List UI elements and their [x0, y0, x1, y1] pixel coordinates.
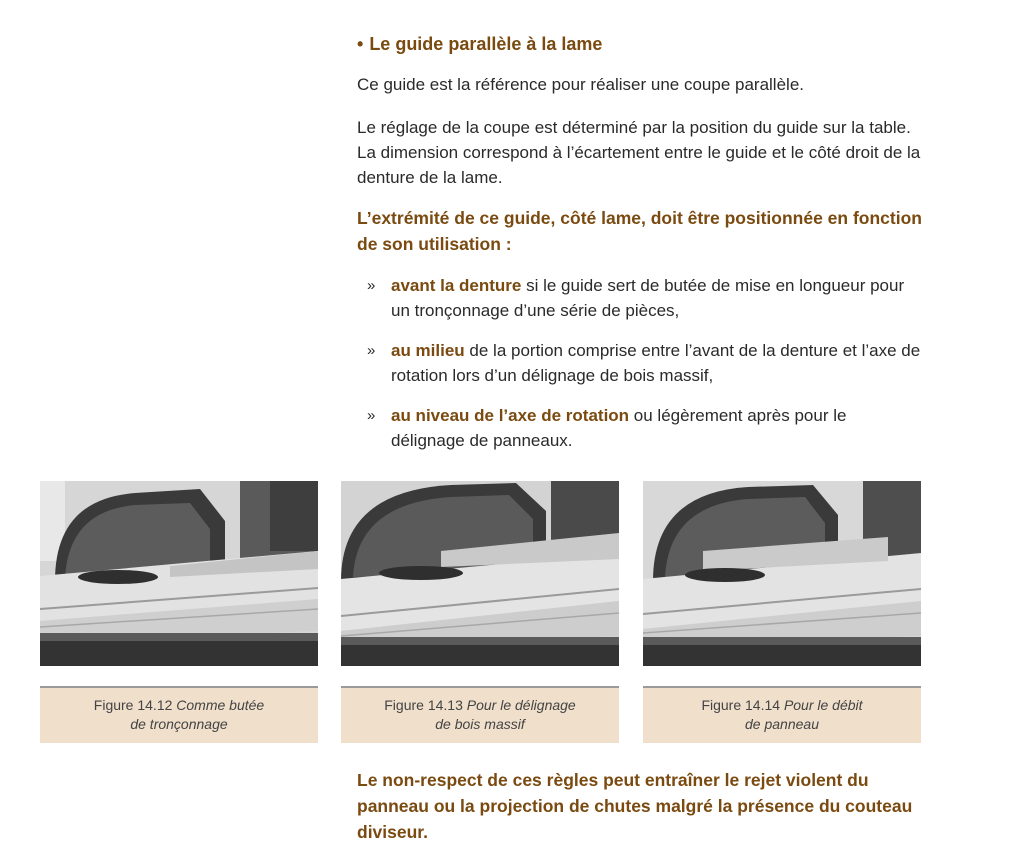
figure-caption [40, 686, 318, 743]
paragraph-intro: Ce guide est la référence pour réaliser une coupe parallèle. [357, 75, 804, 94]
figure-caption-line2: de tronçonnage [130, 716, 228, 732]
list-marker: » [367, 407, 376, 424]
table-saw-photo [40, 481, 318, 666]
list-marker: » [367, 277, 376, 294]
warning-paragraph: Le non-respect de ces règles peut entraîner le rejet violent du panneau ou la projection de chutes malgré la présence du couteau diviseur. [357, 770, 913, 842]
table-saw-photo [643, 481, 921, 666]
section-title: Le guide parallèle à la lame [369, 34, 603, 54]
list-text: de la portion comprise entre l’avant de la denture et l’axe de rotation lors d’un délignage de bois massif, [391, 341, 921, 385]
list-text: si le guide sert de butée de mise en longueur pour un tronçonnage d’une série de pièces, [391, 276, 905, 320]
list-term: au niveau de l’axe de rotation [391, 406, 630, 425]
emphasis-paragraph: L’extrémité de ce guide, côté lame, doit être positionnée en fonction de son utilisation : [357, 208, 922, 254]
text-column [357, 32, 927, 468]
figure-14-12 [40, 481, 318, 743]
figure-14-13 [341, 481, 619, 743]
list-term: au milieu [391, 341, 465, 360]
figure-caption-line2: de panneau [745, 716, 819, 732]
figure-label: Figure 14.12 [93, 697, 173, 713]
list-item [357, 338, 921, 388]
figure-row [40, 481, 922, 745]
list-text: ou légèrement après pour le délignage de panneaux. [391, 406, 847, 450]
list-marker: » [367, 342, 376, 359]
list-item [357, 273, 921, 323]
figure-label: Figure 14.14 [701, 697, 781, 713]
list-term: avant la denture [391, 276, 522, 295]
figure-caption-line1: Pour le délignage [466, 697, 576, 713]
section-heading [357, 32, 927, 56]
figure-caption-line1: Comme butée [176, 697, 265, 713]
paragraph-setting: Le réglage de la coupe est déterminé par la position du guide sur la table. La dimension correspond à l’écartement entre le guide et le côté droit de la denture de la lame. [357, 118, 921, 187]
list-item [357, 403, 921, 453]
heading-bullet: • [357, 34, 364, 54]
position-list [357, 273, 927, 453]
figure-caption [643, 686, 921, 743]
figure-label: Figure 14.13 [384, 697, 463, 713]
table-saw-photo [341, 481, 619, 666]
figure-caption [341, 686, 619, 743]
figure-caption-line2: de bois massif [435, 716, 525, 732]
figure-caption-line1: Pour le débit [783, 697, 863, 713]
figure-14-14 [643, 481, 921, 743]
